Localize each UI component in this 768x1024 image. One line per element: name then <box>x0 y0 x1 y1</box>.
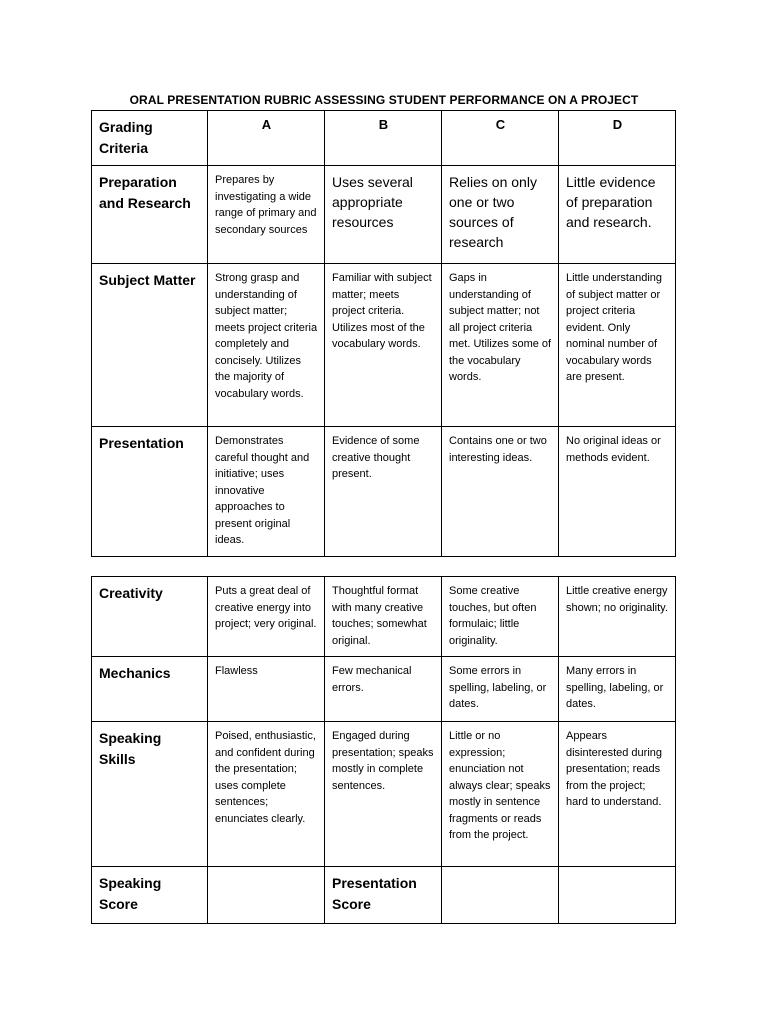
criterion-mechanics: Mechanics <box>92 657 208 722</box>
speaking-score-value <box>208 867 325 924</box>
criterion-creativity: Creativity <box>92 577 208 657</box>
cell-creativity-c: Some creative touches, but often formulaic; little originality. <box>442 577 559 657</box>
row-mechanics <box>92 657 676 722</box>
grade-b-header: B <box>325 111 442 166</box>
cell-speaking-d: Appears disinterested during presentation; reads from the project; hard to understand. <box>559 722 676 867</box>
row-speaking-skills <box>92 722 676 867</box>
grade-d-header: D <box>559 111 676 166</box>
rubric-title: ORAL PRESENTATION RUBRIC ASSESSING STUDENT PERFORMANCE ON A PROJECT <box>129 93 639 107</box>
cell-presentation-c: Contains one or two interesting ideas. <box>442 427 559 557</box>
score-empty-cell <box>559 867 676 924</box>
criterion-presentation: Presentation <box>92 427 208 557</box>
cell-subject-b: Familiar with subject matter; meets project criteria. Utilizes most of the vocabulary words. <box>325 264 442 427</box>
cell-preparation-b: Uses several appropriate resources <box>325 166 442 264</box>
row-subject-matter <box>92 264 676 427</box>
cell-presentation-b: Evidence of some creative thought present. <box>325 427 442 557</box>
cell-speaking-b: Engaged during presentation; speaks mostly in complete sentences. <box>325 722 442 867</box>
presentation-score-label: Presentation Score <box>325 867 442 924</box>
cell-subject-d: Little understanding of subject matter or project criteria evident. Only nominal number of vocabulary words are present. <box>559 264 676 427</box>
cell-creativity-a: Puts a great deal of creative energy into project; very original. <box>208 577 325 657</box>
cell-mechanics-a: Flawless <box>208 657 325 722</box>
cell-preparation-d: Little evidence of preparation and research. <box>559 166 676 264</box>
header-row <box>92 111 676 166</box>
row-scores <box>92 867 676 924</box>
cell-speaking-c: Little or no expression; enunciation not always clear; speaks mostly in sentence fragments or reads from the project. <box>442 722 559 867</box>
rubric-table-bottom <box>91 576 676 924</box>
cell-preparation-c: Relies on only one or two sources of research <box>442 166 559 264</box>
cell-preparation-a: Prepares by investigating a wide range of primary and secondary sources <box>208 166 325 264</box>
speaking-score-label: Speaking Score <box>92 867 208 924</box>
grade-c-header: C <box>442 111 559 166</box>
grade-a-header: A <box>208 111 325 166</box>
cell-speaking-a: Poised, enthusiastic, and confident during the presentation; uses complete sentences; enunciates clearly. <box>208 722 325 867</box>
cell-creativity-d: Little creative energy shown; no originality. <box>559 577 676 657</box>
row-preparation-research <box>92 166 676 264</box>
criterion-speaking-skills: Speaking Skills <box>92 722 208 867</box>
row-presentation <box>92 427 676 557</box>
presentation-score-value <box>442 867 559 924</box>
cell-subject-a: Strong grasp and understanding of subject matter; meets project criteria completely and concisely. Utilizes the majority of vocabulary words. <box>208 264 325 427</box>
cell-presentation-d: No original ideas or methods evident. <box>559 427 676 557</box>
grading-criteria-header: Grading Criteria <box>92 111 208 166</box>
cell-mechanics-c: Some errors in spelling, labeling, or dates. <box>442 657 559 722</box>
cell-creativity-b: Thoughtful format with many creative touches; somewhat original. <box>325 577 442 657</box>
cell-mechanics-d: Many errors in spelling, labeling, or dates. <box>559 657 676 722</box>
row-creativity <box>92 577 676 657</box>
criterion-subject-matter: Subject Matter <box>92 264 208 427</box>
cell-mechanics-b: Few mechanical errors. <box>325 657 442 722</box>
cell-presentation-a: Demonstrates careful thought and initiative; uses innovative approaches to present original ideas. <box>208 427 325 557</box>
cell-subject-c: Gaps in understanding of subject matter; not all project criteria met. Utilizes some of the vocabulary words. <box>442 264 559 427</box>
criterion-preparation-research: Preparation and Research <box>92 166 208 264</box>
rubric-table-top <box>91 110 676 557</box>
